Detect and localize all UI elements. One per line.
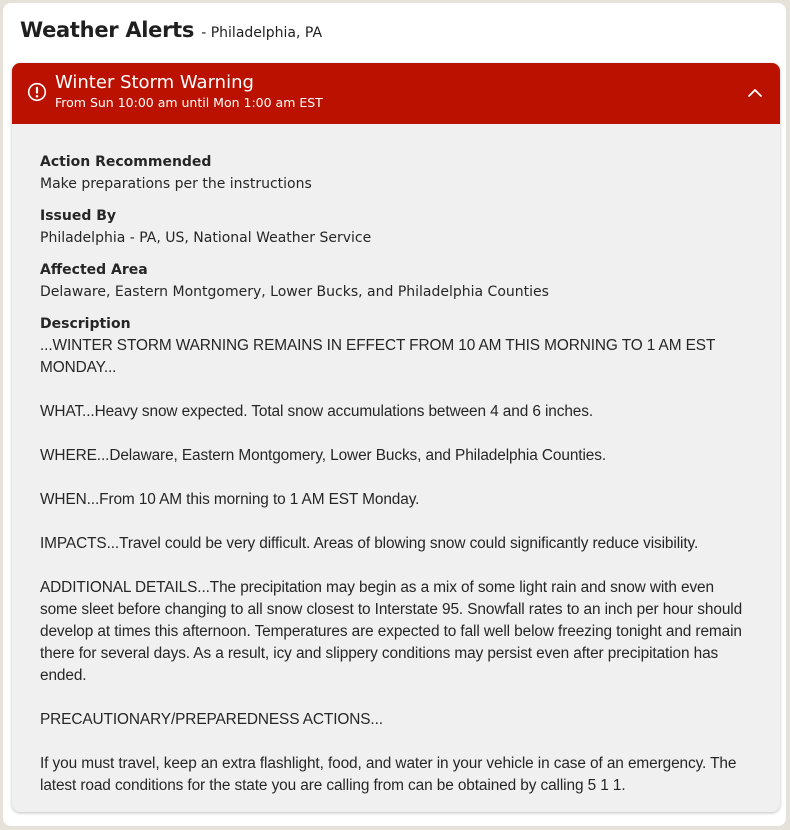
- field-action-recommended: [40, 151, 752, 195]
- description-paragraph: ADDITIONAL DETAILS...The precipitation may begin as a mix of some light rain and snow with even some sleet before changing to all snow closest to Interstate 95. Snowfall rates to an inch per hour should develop at times this afternoon. Temperatures are expected to fall well below freezing tonight and remain there for several days. As a result, icy and slippery conditions may persist even after precipitation has ended.: [40, 579, 743, 684]
- field-value: Delaware, Eastern Montgomery, Lower Bucks, and Philadelphia Counties: [40, 284, 549, 300]
- field-label: Description: [40, 316, 131, 332]
- field-label: Affected Area: [40, 262, 148, 278]
- description-paragraph: PRECAUTIONARY/PREPAREDNESS ACTIONS...: [40, 711, 383, 728]
- field-value: Philadelphia - PA, US, National Weather Service: [40, 230, 372, 246]
- alert-time-range: From Sun 10:00 am until Mon 1:00 am EST: [55, 95, 323, 110]
- description-text: [40, 335, 752, 797]
- chevron-up-icon[interactable]: [744, 82, 766, 104]
- field-description: [40, 313, 752, 797]
- description-paragraph: If you must travel, keep an extra flashlight, food, and water in your vehicle in case of an emergency. The latest road conditions for the state you are calling from can be obtained by calling 5 1 1.: [40, 755, 737, 794]
- alert-header[interactable]: [12, 63, 780, 124]
- field-issued-by: [40, 205, 752, 249]
- location-subtitle: - Philadelphia, PA: [201, 25, 323, 41]
- description-paragraph: WHEN...From 10 AM this morning to 1 AM EST Monday.: [40, 491, 420, 508]
- field-value: Make preparations per the instructions: [40, 176, 312, 192]
- description-paragraph: WHERE...Delaware, Eastern Montgomery, Lower Bucks, and Philadelphia Counties.: [40, 447, 607, 464]
- description-paragraph: WHAT...Heavy snow expected. Total snow accumulations between 4 and 6 inches.: [40, 403, 594, 420]
- alert-body: [12, 124, 780, 797]
- field-affected-area: [40, 259, 752, 303]
- alert-title: Winter Storm Warning: [55, 72, 254, 93]
- field-label: Issued By: [40, 208, 117, 224]
- page-title: Weather Alerts: [20, 18, 195, 42]
- page-header: [20, 18, 322, 42]
- description-paragraph: IMPACTS...Travel could be very difficult. Areas of blowing snow could significantly reduce visibility.: [40, 535, 699, 552]
- description-paragraph: ...WINTER STORM WARNING REMAINS IN EFFECT FROM 10 AM THIS MORNING TO 1 AM EST MONDAY...: [40, 337, 715, 376]
- alert-panel: [12, 63, 780, 812]
- weather-alerts-card: [3, 3, 786, 826]
- field-label: Action Recommended: [40, 154, 212, 170]
- exclamation-circle-icon: [27, 82, 47, 102]
